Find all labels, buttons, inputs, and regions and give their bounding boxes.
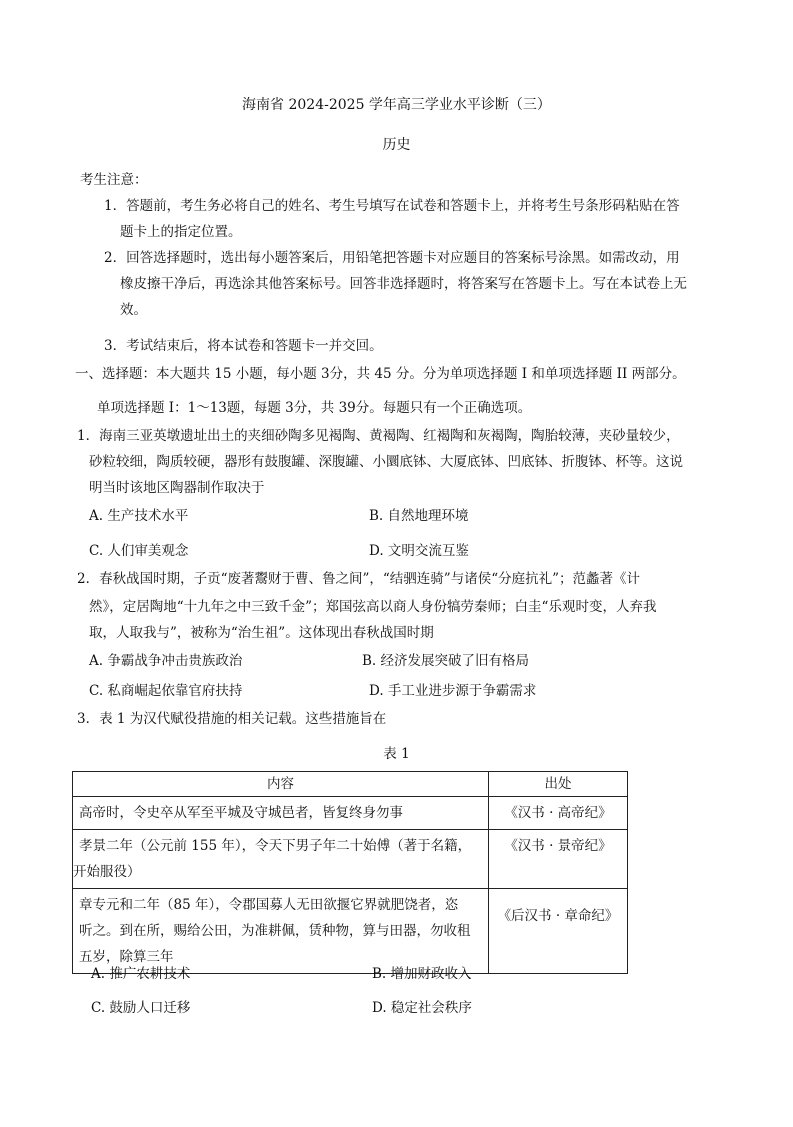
option-a[interactable]: A. 生产技术水平 xyxy=(89,508,189,524)
question-line: 砂粒较细，陶质较硬，器形有鼓腹罐、深腹罐、小圜底钵、大厦底钵、凹底钵、折腹钵、杯等。这说 xyxy=(89,454,683,470)
option-d[interactable]: D. 文明交流互鉴 xyxy=(369,543,469,559)
option-b[interactable]: B. 自然地理环境 xyxy=(369,508,469,524)
table-header-row xyxy=(73,772,628,797)
table-cell-content xyxy=(73,830,489,889)
table-row xyxy=(73,797,628,830)
table-header-source: 出处 xyxy=(489,772,628,797)
cell-line: 五岁，除算三年 xyxy=(79,949,174,965)
question-line: 2．春秋战国时期，子贡“废著鬻财于曹、鲁之间”，“结驷连骑”与诸侯“分庭抗礼”；范蠡著《计 xyxy=(77,571,640,587)
notice-line: 1．答题前，考生务必将自己的姓名、考生号填写在试卷和答题卡上，并将考生号条形码粘贴在答 xyxy=(104,198,680,214)
subject-title: 历史 xyxy=(382,137,411,153)
cell-line: 章专元和二年（85 年），令郡国募人无田欲揠它界就肥饶者，恣 xyxy=(79,897,459,913)
cell-line: 孝景二年（公元前 155 年），令天下男子年二十始傅（著于名籍， xyxy=(79,838,472,854)
question-line: 取，人取我与”，被称为“治生祖”。这体现出春秋战国时期 xyxy=(89,625,434,641)
section-heading: 一、选择题：本大题共 15 小题，每小题 3分，共 45 分。分为单项选择题 I 和单项选择题 II 两部分。 xyxy=(75,366,686,382)
notice-heading: 考生注意： xyxy=(80,172,148,188)
section-subheading: 单项选择题 I：1～13题，每题 3分，共 39分。每题只有一个正确选项。 xyxy=(97,400,532,416)
table-caption: 表 1 xyxy=(383,746,410,762)
option-a[interactable]: A. 推广农耕技术 xyxy=(91,966,191,982)
table-cell-source: 《后汉书 · 章命纪》 xyxy=(489,889,628,974)
option-b[interactable]: B. 经济发展突破了旧有格局 xyxy=(362,653,530,669)
option-c[interactable]: C. 人们审美观念 xyxy=(89,543,189,559)
table-cell-content xyxy=(73,797,489,830)
option-b[interactable]: B. 增加财政收入 xyxy=(372,966,472,982)
notice-line: 橡皮擦干净后，再选涂其他答案标号。回答非选择题时，将答案写在答题卡上。写在本试卷上无 xyxy=(120,276,687,292)
notice-line: 效。 xyxy=(120,302,147,318)
table-header-content: 内容 xyxy=(73,772,489,797)
question-line: 3．表 1 为汉代赋役措施的相关记载。这些措施旨在 xyxy=(77,711,387,727)
question-line: 1．海南三亚英墩遗址出土的夹细砂陶多见褐陶、黄褐陶、红褐陶和灰褐陶，陶胎较薄，夹砂量较少， xyxy=(77,428,680,444)
option-d[interactable]: D. 稳定社会秩序 xyxy=(372,1000,472,1016)
table-cell-source: 《汉书 · 高帝纪》 xyxy=(489,797,628,830)
page-title: 海南省 2024-2025 学年高三学业水平诊断（三） xyxy=(242,97,551,113)
notice-line: 题卡上的指定位置。 xyxy=(120,224,242,240)
option-d[interactable]: D. 手工业进步源于争霸需求 xyxy=(369,683,537,699)
notice-line: 2．回答选择题时，选出每小题答案后，用铅笔把答题卡对应题目的答案标号涂黑。如需改动，用 xyxy=(104,250,680,266)
cell-line: 开始服役） xyxy=(73,864,141,880)
option-c[interactable]: C. 私商崛起依靠官府扶持 xyxy=(89,683,243,699)
table-1 xyxy=(72,771,628,974)
table-row xyxy=(73,830,628,889)
option-c[interactable]: C. 鼓励人口迁移 xyxy=(91,1000,191,1016)
option-a[interactable]: A. 争霸战争冲击贵族政治 xyxy=(89,653,243,669)
question-line: 然》，定居陶地“十九年之中三致千金”；郑国弦高以商人身份犒劳秦师；白圭“乐观时变，人弃我 xyxy=(89,599,657,615)
cell-line: 高帝时，令史卒从军至平城及守城邑者，皆复终身勿事 xyxy=(79,805,403,821)
question-line: 明当时该地区陶器制作取决于 xyxy=(89,480,265,496)
table-cell-source: 《汉书 · 景帝纪》 xyxy=(489,830,628,889)
cell-line: 听之。到在所，赐给公田，为准耕佩，赁种物，算与田器，勿收租 xyxy=(79,923,471,939)
notice-line: 3．考试结束后，将本试卷和答题卡一并交回。 xyxy=(104,338,383,354)
